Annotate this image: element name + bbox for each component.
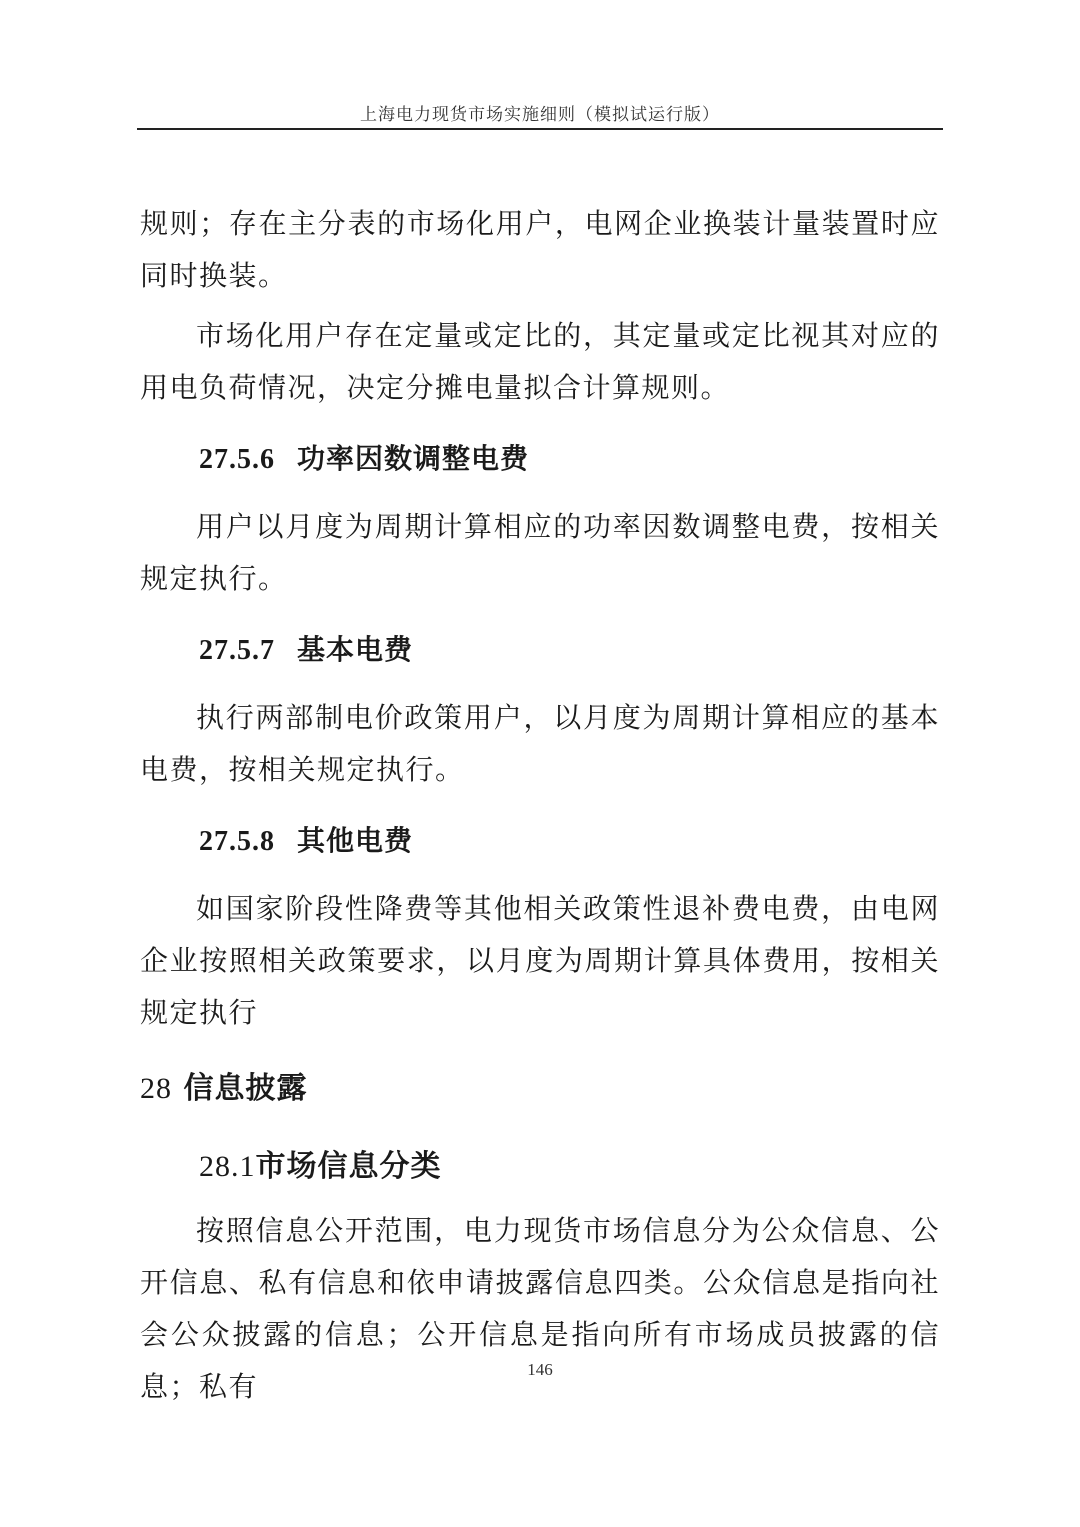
chapter-heading-28 bbox=[140, 1063, 940, 1115]
section-number: 27.5.6 bbox=[199, 444, 275, 475]
section-title: 市场信息分类 bbox=[255, 1149, 442, 1184]
section-heading-27-5-8 bbox=[140, 815, 940, 868]
page-body bbox=[140, 198, 940, 1413]
section-title: 基本电费 bbox=[297, 633, 414, 666]
page-number: 146 bbox=[527, 1360, 553, 1379]
section-number: 27.5.7 bbox=[199, 635, 275, 666]
section-heading-27-5-7 bbox=[140, 624, 940, 677]
section-title: 其他电费 bbox=[297, 824, 414, 857]
section-number: 28.1 bbox=[199, 1150, 256, 1183]
section-title: 功率因数调整电费 bbox=[297, 442, 530, 475]
paragraph-other-fees: 如国家阶段性降费等其他相关政策性退补费电费，由电网企业按照相关政策要求，以月度为周期计算具体费用，按相关规定执行 bbox=[140, 892, 940, 1029]
chapter-title: 信息披露 bbox=[183, 1071, 308, 1106]
paragraph-continued: 规则；存在主分表的市场化用户，电网企业换装计量装置时应同时换装。 bbox=[140, 207, 940, 292]
header-rule bbox=[137, 128, 943, 130]
section-heading-27-5-6 bbox=[140, 433, 940, 486]
chapter-number: 28 bbox=[140, 1072, 172, 1105]
paragraph-quota-ratio: 市场化用户存在定量或定比的，其定量或定比视其对应的用电负荷情况，决定分摊电量拟合计算规则。 bbox=[140, 319, 940, 404]
paragraph-info-classes: 按照信息公开范围，电力现货市场信息分为公众信息、公开信息、私有信息和依申请披露信息四类。公众信息是指向社会公众披露的信息；公开信息是指向所有市场成员披露的信息；私有 bbox=[140, 1214, 940, 1403]
running-header: 上海电力现货市场实施细则（模拟试运行版） bbox=[360, 105, 720, 125]
section-number: 27.5.8 bbox=[199, 826, 275, 857]
paragraph-power-factor: 用户以月度为周期计算相应的功率因数调整电费，按相关规定执行。 bbox=[140, 510, 940, 595]
section-heading-28-1 bbox=[140, 1141, 940, 1193]
paragraph-basic-fee: 执行两部制电价政策用户，以月度为周期计算相应的基本电费，按相关规定执行。 bbox=[140, 701, 940, 786]
